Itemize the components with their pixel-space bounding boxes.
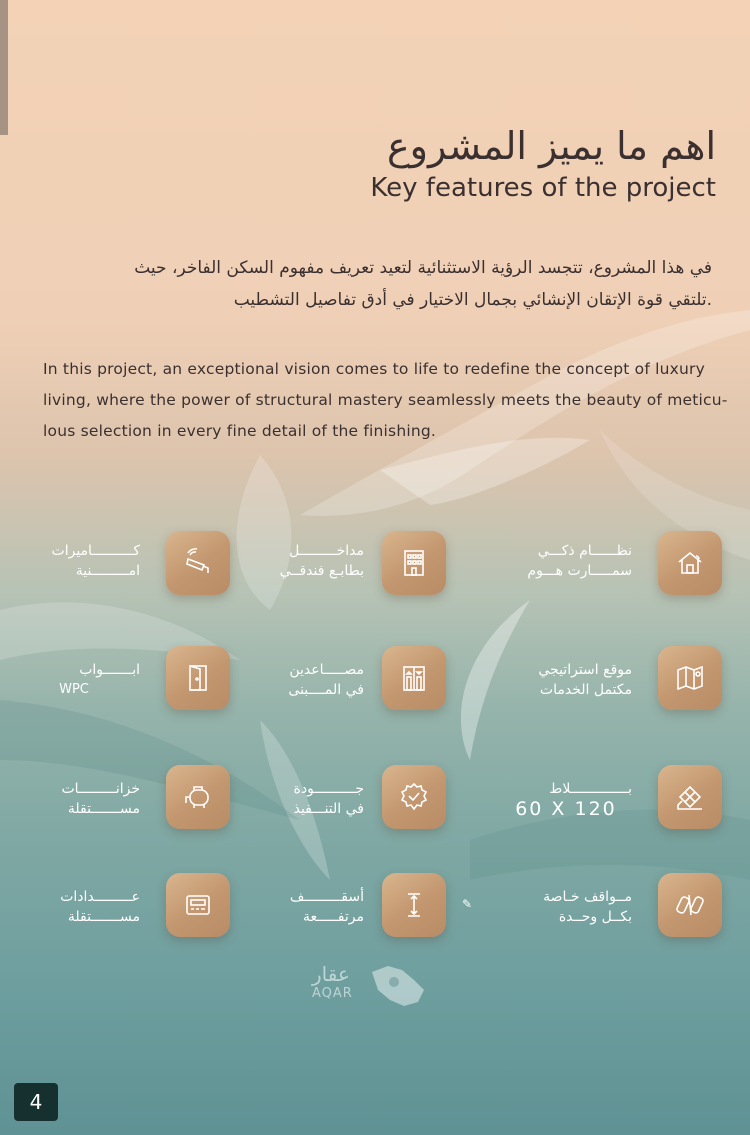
quality-badge-icon [398,781,430,813]
feature-hotel-entrances: مداخـــــــــل بطابـع فندقــي [279,543,364,579]
page-number: 4 [14,1083,58,1121]
map-location-icon [674,662,706,694]
feature-tile-meters [166,873,230,937]
feature-wpc-doors: ابـــــــواب WPC [59,662,140,697]
feature-tile-tiles [658,765,722,829]
ceiling-height-icon [398,889,430,921]
title-arabic: اهم ما يميز المشروع [386,124,716,168]
feature-meters: عـــــــــدادات مســـــــتقلة [60,889,140,925]
intro-english-line-2: living, where the power of structural mastery seamlessly meets the beauty of meticu- [43,391,728,409]
feature-tiles: بــــــــــــــلاط 60 X 120 [515,781,632,820]
smart-home-icon [674,547,706,579]
feature-tile-high-ceilings [382,873,446,937]
feature-tile-water-tanks [166,765,230,829]
aqar-map-logo [368,960,428,1010]
feature-tile-hotel-entrances [382,531,446,595]
intro-english-line-1: In this project, an exceptional vision comes to life to redefine the concept of luxury [43,360,705,378]
feature-smart-home: نظــــــام ذكـــي سمـــــارت هـــوم [527,543,632,579]
parking-icon [674,889,706,921]
feature-tile-wpc-doors [166,646,230,710]
left-accent-bar [0,0,8,135]
feature-tile-strategic-location [658,646,722,710]
feature-parking: مــواقف خـاصة بكــل وحــدة [543,889,632,925]
feature-tile-smart-home [658,531,722,595]
elevator-icon [398,662,430,694]
feature-elevators: مصـــــاعدين في المــــبنى [288,662,364,698]
intro-arabic-line-2: .تلتقي قوة الإتقان الإنشائي بجمال الاختيار في أدق تفاصيل التشطيب [233,290,712,310]
feature-quality: جــــــــــودة في التنـــفيذ [293,781,364,817]
building-icon [398,547,430,579]
decorative-mark: ✎ [462,897,473,911]
feature-water-tanks: خزانـــــــــات مســـــــتقلة [61,781,140,817]
feature-security-cameras: كــــــــــاميرات امـــــــــنية [51,543,140,579]
aqar-watermark: عقار AQAR [312,962,353,1001]
tiles-icon [674,781,706,813]
feature-high-ceilings: أسقـــــــــف مرتفـــــعة [289,889,364,925]
feature-tile-elevators [382,646,446,710]
security-camera-icon [182,547,214,579]
door-icon [182,662,214,694]
title-english: Key features of the project [370,173,716,203]
intro-arabic-line-1: في هذا المشروع، تتجسد الرؤية الاستثنائية لتعيد تعريف مفهوم السكن الفاخر، حيث [134,258,712,278]
feature-tile-security-cameras [166,531,230,595]
feature-tile-quality [382,765,446,829]
feature-strategic-location: موقع استراتيجي مكتمل الخدمات [538,662,632,698]
water-tank-icon [182,781,214,813]
meter-icon [182,889,214,921]
intro-english-line-3: lous selection in every fine detail of the finishing. [43,422,437,440]
feature-tile-parking [658,873,722,937]
